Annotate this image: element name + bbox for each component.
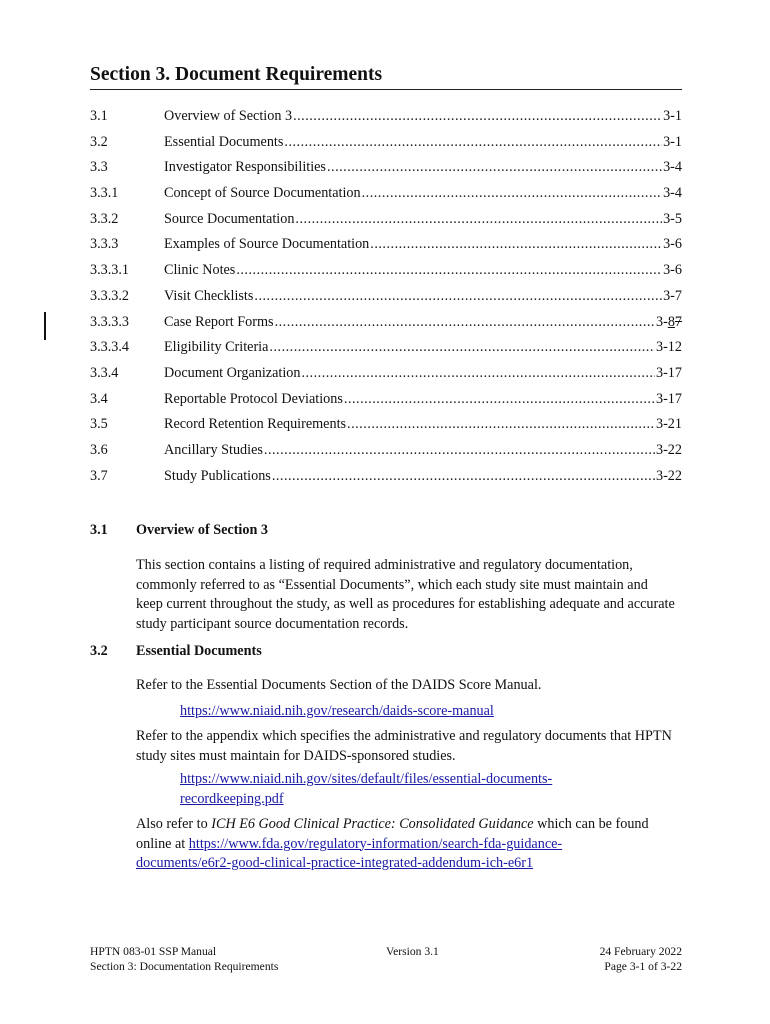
toc-entry[interactable]	[90, 211, 682, 237]
toc-title: Examples of Source Documentation	[164, 236, 370, 253]
toc-number: 3.6	[90, 441, 108, 458]
paragraph	[180, 702, 680, 722]
section-title: Overview of Section 3	[136, 522, 268, 538]
section-number: 3.2	[90, 643, 108, 659]
toc-number: 3.3.2	[90, 210, 119, 227]
toc-entry[interactable]	[90, 108, 682, 134]
footer-date: 24 February 2022	[599, 945, 682, 958]
toc-leader	[293, 108, 662, 125]
toc-title: Concept of Source Documentation	[164, 185, 361, 202]
text-run: Also refer to	[136, 816, 212, 832]
toc-leader	[264, 442, 655, 459]
toc-leader	[344, 391, 655, 408]
toc-page: 3-12	[655, 339, 682, 356]
toc-page: 3-1	[663, 108, 682, 124]
toc-leader	[236, 262, 662, 279]
toc-number: 3.5	[90, 416, 108, 433]
revision-change-bar	[44, 312, 46, 340]
toc-title: Eligibility Criteria	[164, 339, 269, 356]
toc-entry[interactable]	[90, 159, 682, 185]
toc-title: Essential Documents	[164, 133, 284, 150]
toc-leader	[370, 236, 662, 253]
toc-title: Source Documentation	[164, 210, 295, 227]
paragraph: Refer to the appendix which specifies the administrative and regulatory documents that HPTN study sites must maintain for DAIDS-sponsored studies.	[136, 728, 672, 764]
footer-right	[600, 944, 682, 974]
toc-number: 3.4	[90, 390, 108, 407]
toc-number: 3.3	[90, 159, 108, 176]
toc-leader	[362, 185, 662, 202]
score-manual-link[interactable]: https://www.niaid.nih.gov/research/daids-score-manual	[180, 703, 494, 719]
toc-leader	[295, 211, 662, 228]
toc-entry[interactable]	[90, 365, 682, 391]
toc-page	[656, 314, 682, 331]
toc-number: 3.3.1	[90, 185, 119, 202]
toc-page: 3-4	[663, 185, 682, 202]
table-of-contents	[90, 108, 682, 493]
toc-page-deleted: 7	[674, 313, 682, 330]
fda-guidance-link[interactable]: https://www.fda.gov/regulatory-information/search-fda-guidance-documents/e6r2-good-clinical-practice-integrated-addendum-ich-e6r1	[136, 835, 563, 871]
toc-leader	[272, 468, 655, 485]
toc-entry[interactable]	[90, 314, 682, 340]
toc-title: Ancillary Studies	[164, 441, 263, 458]
toc-number: 3.3.3.2	[90, 287, 130, 304]
footer-manual: HPTN 083-01 SSP Manual	[90, 945, 217, 958]
toc-title: Overview of Section 3	[164, 108, 293, 124]
toc-title: Record Retention Requirements	[164, 416, 347, 433]
toc-leader	[284, 134, 662, 151]
toc-page: 3-22	[655, 441, 682, 458]
footer-version: Version 3.1	[386, 945, 439, 958]
toc-entry[interactable]	[90, 236, 682, 262]
section-title: Essential Documents	[136, 643, 262, 659]
paragraph	[136, 815, 656, 874]
footer-left	[90, 944, 278, 974]
toc-title: Visit Checklists	[164, 287, 254, 304]
toc-page: 3-21	[655, 416, 682, 433]
guidance-title: ICH E6 Good Clinical Practice: Consolidated Guidance	[211, 816, 534, 832]
toc-page: 3-17	[655, 364, 682, 381]
page-title: Section 3. Document Requirements	[90, 64, 682, 90]
toc-page: 3-6	[663, 262, 682, 279]
toc-entry[interactable]	[90, 134, 682, 160]
section-number: 3.1	[90, 522, 108, 538]
toc-page: 3-4	[663, 159, 682, 176]
toc-entry[interactable]	[90, 288, 682, 314]
section-heading	[90, 643, 262, 660]
toc-entry[interactable]	[90, 185, 682, 211]
toc-entry[interactable]	[90, 468, 682, 494]
toc-title: Case Report Forms	[164, 313, 274, 330]
toc-leader	[301, 365, 655, 382]
toc-leader	[275, 314, 655, 331]
section-heading	[90, 522, 268, 539]
toc-number: 3.3.4	[90, 364, 119, 381]
text-run: which can be found online at	[136, 816, 649, 852]
toc-entry[interactable]	[90, 339, 682, 365]
toc-number: 3.3.3.1	[90, 262, 130, 279]
toc-title: Document Organization	[164, 364, 301, 381]
footer-section: Section 3: Documentation Requirements	[90, 960, 279, 973]
toc-page-inserted: 8	[667, 313, 675, 330]
paragraph: Refer to the Essential Documents Section of the DAIDS Score Manual.	[136, 677, 542, 693]
toc-number: 3.2	[90, 133, 108, 150]
toc-page: 3-6	[663, 236, 682, 253]
toc-leader	[254, 288, 662, 305]
toc-page: 3-17	[655, 390, 682, 407]
toc-number: 3.3.3	[90, 236, 119, 253]
toc-number: 3.7	[90, 467, 108, 484]
paragraph	[180, 770, 610, 809]
toc-entry[interactable]	[90, 391, 682, 417]
toc-number: 3.3.3.4	[90, 339, 130, 356]
toc-title: Clinic Notes	[164, 262, 236, 279]
essential-documents-link[interactable]: https://www.niaid.nih.gov/sites/default/files/essential-documents-recordkeeping.pdf	[180, 771, 553, 807]
toc-title: Investigator Responsibilities	[164, 159, 326, 176]
toc-title: Reportable Protocol Deviations	[164, 390, 343, 407]
toc-number: 3.1	[90, 108, 108, 124]
toc-page: 3-7	[663, 287, 682, 304]
toc-entry[interactable]	[90, 442, 682, 468]
toc-number: 3.3.3.3	[90, 313, 130, 330]
toc-leader	[327, 159, 662, 176]
toc-leader	[347, 416, 655, 433]
toc-page-prefix: 3-	[655, 313, 668, 330]
section-body: This section contains a listing of required administrative and regulatory documentation, commonly referred to as “Essential Documents”, which each study site must maintain and keep current throughout the study, as well as procedures for establishing adequate and accurate study participant source documentation records.	[136, 557, 675, 632]
toc-title: Study Publications	[164, 467, 271, 484]
toc-leader	[269, 339, 655, 356]
toc-entry[interactable]	[90, 416, 682, 442]
toc-page: 3-22	[655, 467, 682, 484]
toc-page: 3-5	[663, 210, 682, 227]
footer-page-number: Page 3-1 of 3-22	[604, 960, 682, 973]
toc-entry[interactable]	[90, 262, 682, 288]
toc-page: 3-1	[663, 133, 682, 150]
